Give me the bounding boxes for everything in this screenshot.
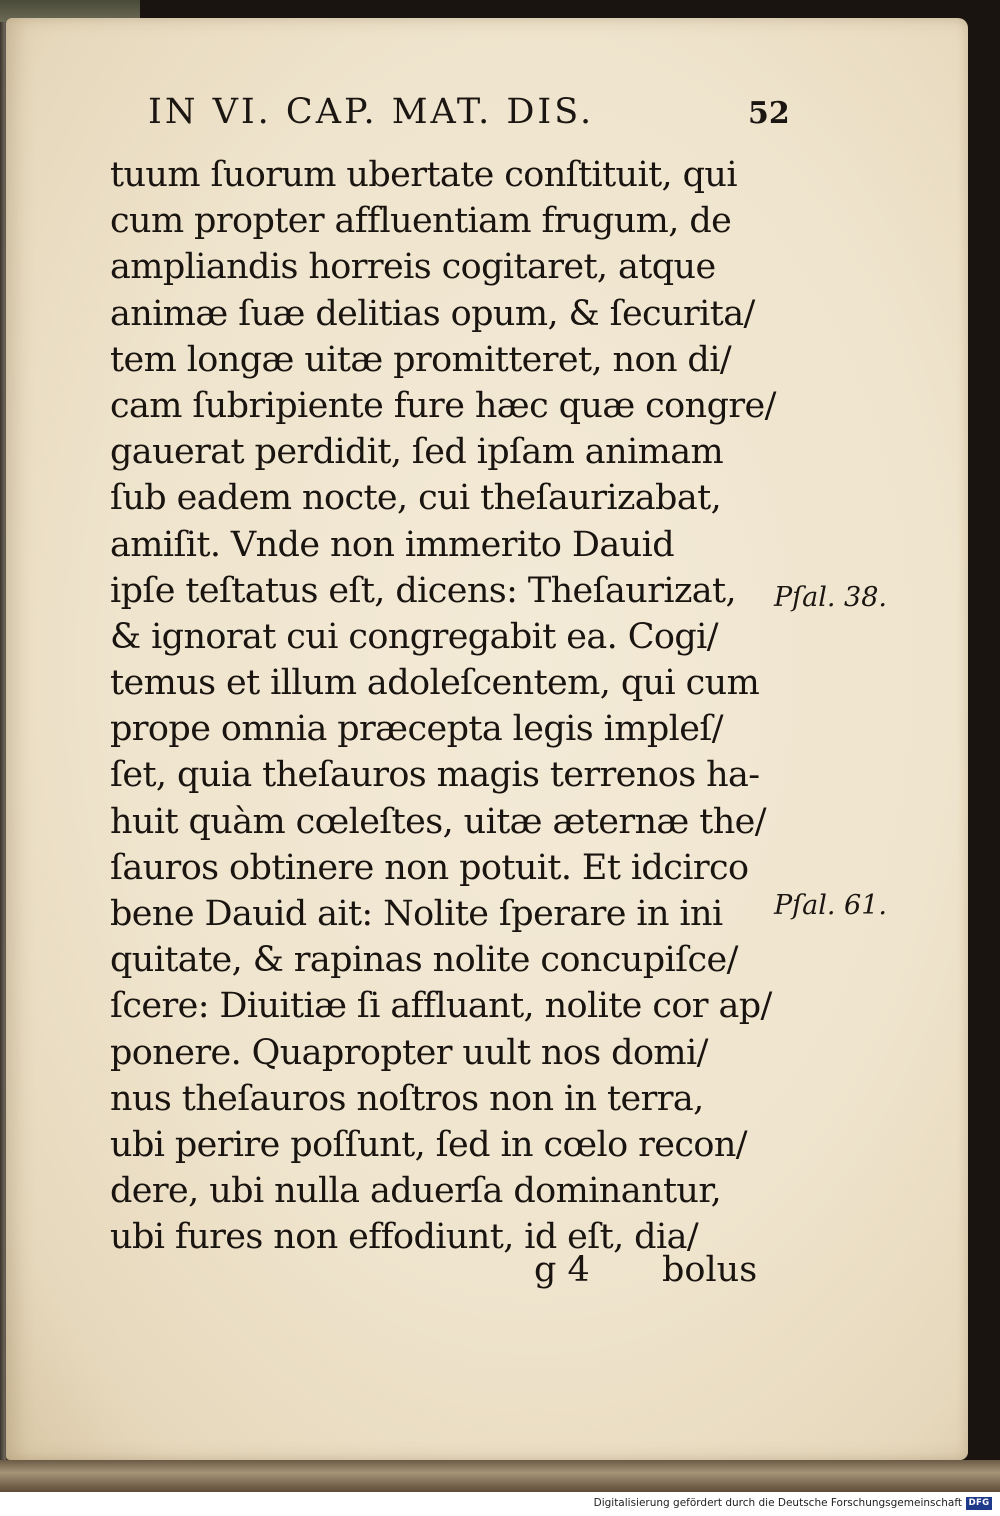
text-line: quitate, & rapinas nolite concupiſce/ xyxy=(110,940,738,981)
dfg-logo: DFG xyxy=(966,1497,992,1510)
funding-credit: Digitalisierung gefördert durch die Deutsche Forschungsgemeinschaft xyxy=(593,1497,962,1509)
text-line: ſub eadem nocte, cui theſaurizabat, xyxy=(110,478,722,519)
text-line: gauerat perdidit, ſed ipſam animam xyxy=(110,432,724,473)
text-line: ipſe teſtatus eſt, dicens: Theſaurizat, xyxy=(110,570,737,611)
text-line: tem longæ uitæ promitteret, non di/ xyxy=(110,339,732,380)
running-head: IN VI. CAP. MAT. DIS. xyxy=(148,92,595,132)
text-line: ſauros obtinere non potuit. Et idcirco xyxy=(110,847,749,888)
marginal-note-psalm-38: Pſal. 38. xyxy=(774,582,887,613)
text-line: ubi fures non effodiunt, id eſt, dia/ xyxy=(110,1217,699,1258)
text-line: & ignorat cui congregabit ea. Cogi/ xyxy=(110,616,718,657)
text-line: bene Dauid ait: Nolite ſperare in ini xyxy=(110,894,723,934)
text-line: nus theſauros noſtros non in terra, xyxy=(110,1078,704,1119)
text-line: ſet, quia theſauros magis terrenos ha- xyxy=(110,755,760,796)
text-line: ubi perire poſſunt, ſed in cœlo recon/ xyxy=(110,1124,747,1165)
text-line: cum propter affluentiam frugum, de xyxy=(110,201,732,242)
text-line: ſcere: Diuitiæ ſi affluant, nolite cor ap/ xyxy=(110,986,772,1027)
folio-number: 52 xyxy=(748,96,790,131)
text-line: cam ſubripiente fure hæc quæ congre/ xyxy=(110,385,776,426)
text-line: tuum ſuorum ubertate conſtituit, qui xyxy=(110,155,737,195)
text-line: huit quàm cœleſtes, uitæ æternæ the/ xyxy=(110,801,766,842)
text-line: animæ ſuæ delitias opum, & ſecurita/ xyxy=(110,293,755,334)
text-line: ponere. Quapropter uult nos domi/ xyxy=(110,1032,708,1073)
text-line: ampliandis horreis cogitaret, atque xyxy=(110,247,716,288)
signature-mark: g 4 xyxy=(534,1250,590,1290)
digitization-footer xyxy=(0,1492,1000,1516)
main-text-block xyxy=(110,152,776,1261)
text-line: dere, ubi nulla aduerſa dominantur, xyxy=(110,1171,722,1212)
catchline xyxy=(534,1250,774,1296)
catchword: bolus xyxy=(662,1250,758,1290)
text-line: amiſit. Vnde non immerito Dauid xyxy=(110,524,674,565)
marginal-note-psalm-61: Pſal. 61. xyxy=(774,890,887,921)
page-bottom-edge xyxy=(0,1460,1000,1492)
text-line: prope omnia præcepta legis impleſ/ xyxy=(110,709,723,750)
text-line: temus et illum adoleſcentem, qui cum xyxy=(110,663,760,704)
